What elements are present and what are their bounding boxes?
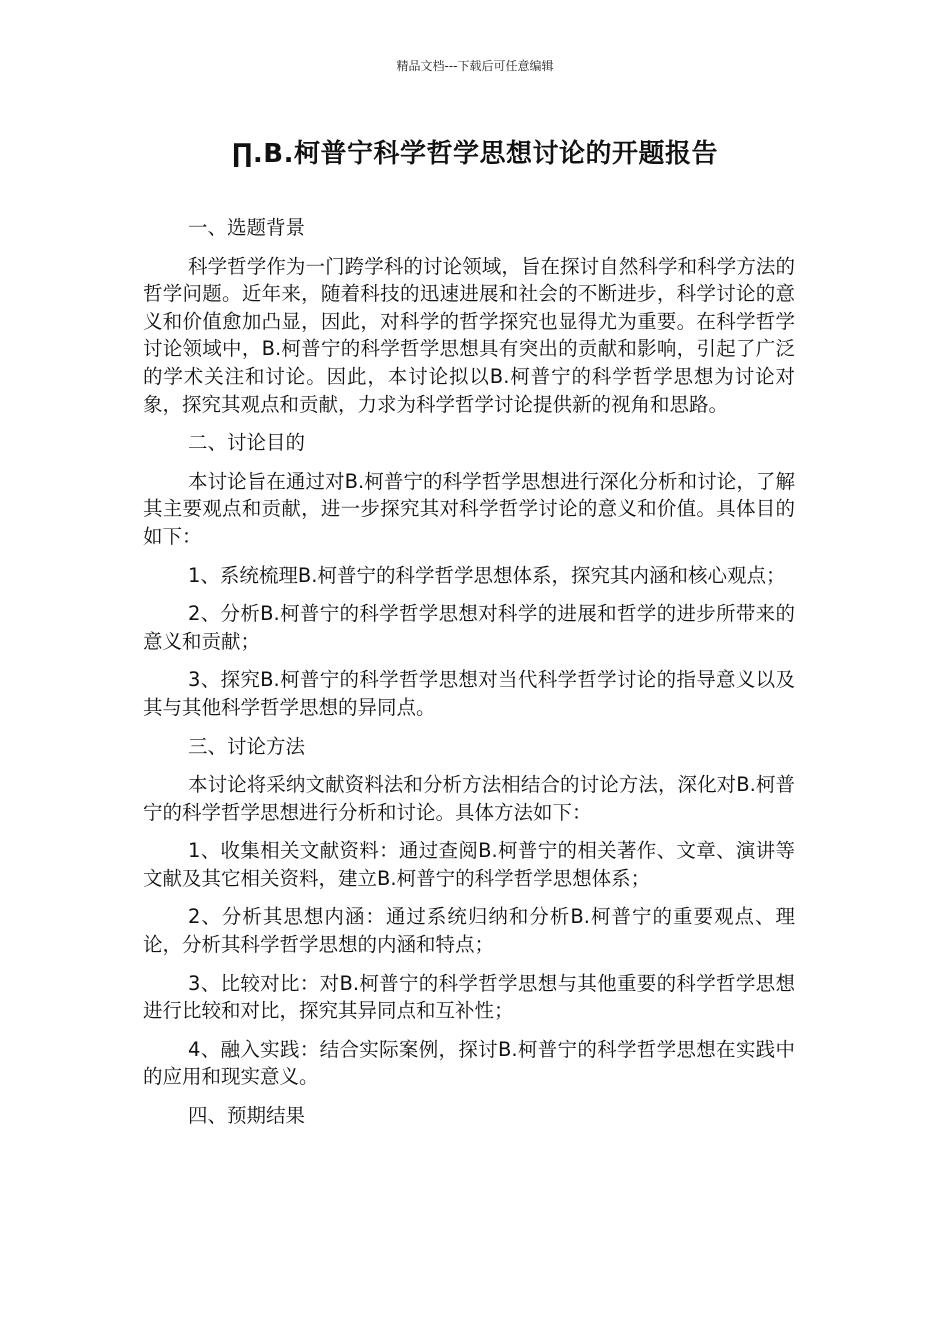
header-note: 精品文档---下载后可任意编辑	[396, 59, 554, 73]
list-item-method-1: 1、收集相关文献资料：通过查阅B.柯普宁的相关著作、文章、演讲等文献及其它相关资料，建立B.柯普宁的科学哲学思想体系；	[143, 839, 795, 890]
list-item-method-2: 2、分析其思想内涵：通过系统归纳和分析B.柯普宁的重要观点、理论，分析其科学哲学思想的内涵和特点；	[143, 905, 795, 957]
paragraph-purpose-intro: 本讨论旨在通过对B.柯普宁的科学哲学思想进行深化分析和讨论，了解其主要观点和贡献，进一步探究其对科学哲学讨论的意义和价值。具体目的如下：	[143, 469, 795, 548]
section-heading-background: 一、选题背景	[188, 216, 306, 239]
list-item-purpose-1: 1、系统梳理B.柯普宁的科学哲学思想体系，探究其内涵和核心观点；	[188, 563, 786, 587]
list-item-method-4: 4、融入实践：结合实际案例，探讨B.柯普宁的科学哲学思想在实践中的应用和现实意义。	[143, 1037, 795, 1089]
page-title: ∏.B.柯普宁科学哲学思想讨论的开题报告	[231, 139, 719, 169]
section-heading-purpose: 二、讨论目的	[188, 431, 306, 455]
paragraph-background: 科学哲学作为一门跨学科的讨论领域，旨在探讨自然科学和科学方法的哲学问题。近年来，随着科技的迅速进展和社会的不断进步，科学讨论的意义和价值愈加凸显，因此，对科学的哲学探究也显得尤为重要。在科学哲学讨论领域中，B.柯普宁的科学哲学思想具有突出的贡献和影响，引起了广泛的学术关注和讨论。因此，本讨论拟以B.柯普宁的科学哲学思想为讨论对象，探究其观点和贡献，力求为科学哲学讨论提供新的视角和思路。	[143, 254, 795, 416]
section-heading-methods: 三、讨论方法	[188, 734, 306, 758]
list-item-method-3: 3、比较对比：对B.柯普宁的科学哲学思想与其他重要的科学哲学思想进行比较和对比，探究其异同点和互补性；	[143, 971, 795, 1023]
list-item-purpose-2: 2、分析B.柯普宁的科学哲学思想对科学的进展和哲学的进步所带来的意义和贡献；	[143, 602, 795, 653]
section-heading-expected-results: 四、预期结果	[188, 1104, 306, 1128]
list-item-purpose-3: 3、探究B.柯普宁的科学哲学思想对当代科学哲学讨论的指导意义以及其与其他科学哲学思想的异同点。	[143, 668, 795, 719]
document-body	[143, 214, 795, 1141]
paragraph-methods-intro: 本讨论将采纳文献资料法和分析方法相结合的讨论方法，深化对B.柯普宁的科学哲学思想进行分析和讨论。具体方法如下：	[143, 773, 795, 824]
